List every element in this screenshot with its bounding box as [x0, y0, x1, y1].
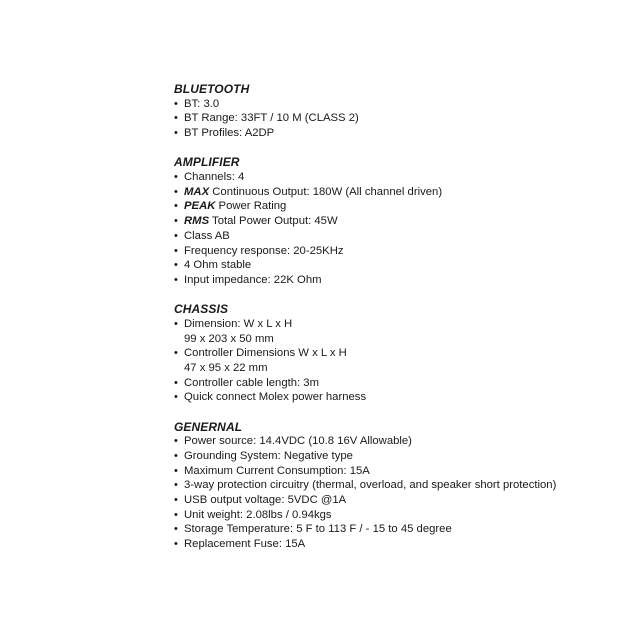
spec-text: Frequency response: 20-25KHz — [184, 244, 344, 257]
spec-emphasis: MAX — [184, 185, 210, 198]
bullet-icon: • — [174, 435, 178, 448]
spec-text: Power source: 14.4VDC (10.8 16V Allowable) — [184, 435, 412, 448]
spec-item — [174, 493, 614, 508]
spec-text: Channels: 4 — [184, 171, 245, 184]
section-bluetooth — [174, 82, 614, 141]
spec-text: BT Range: 33FT / 10 M (CLASS 2) — [184, 112, 359, 125]
bullet-icon: • — [174, 259, 178, 272]
section-title: GENERNAL — [174, 419, 243, 434]
bullet-icon: • — [174, 449, 178, 462]
spec-item — [174, 244, 614, 259]
spec-item — [174, 229, 614, 244]
spec-item — [174, 508, 614, 523]
spec-item — [174, 126, 614, 141]
spec-item — [174, 214, 614, 229]
spec-text: 4 Ohm stable — [184, 259, 252, 272]
spec-subtext: 99 x 203 x 50 mm — [184, 332, 274, 345]
section-general — [174, 420, 614, 552]
section-chassis — [174, 302, 614, 405]
spec-text: Maximum Current Consumption: 15A — [184, 464, 370, 477]
spec-item — [174, 390, 614, 405]
bullet-icon: • — [174, 127, 178, 140]
bullet-icon: • — [174, 464, 178, 477]
spec-emphasis: PEAK — [184, 200, 216, 213]
bullet-icon: • — [174, 347, 178, 360]
spec-emphasis: RMS — [184, 215, 210, 228]
bullet-icon: • — [174, 523, 178, 536]
spec-text: Total Power Output: 45W — [209, 215, 338, 228]
spec-text: USB output voltage: 5VDC @1A — [184, 494, 347, 507]
spec-item — [174, 346, 614, 375]
spec-text: Quick connect Molex power harness — [184, 391, 367, 404]
spec-text: Unit weight: 2.08lbs / 0.94kgs — [184, 508, 332, 521]
spec-item — [174, 273, 614, 288]
bullet-icon: • — [174, 479, 178, 492]
section-title: CHASSIS — [174, 302, 229, 317]
spec-text: Grounding System: Negative type — [184, 449, 353, 462]
spec-item — [174, 434, 614, 449]
spec-list — [174, 434, 614, 552]
spec-item — [174, 537, 614, 552]
spec-list — [174, 317, 614, 405]
spec-text: BT Profiles: A2DP — [184, 127, 275, 140]
spec-item — [174, 376, 614, 391]
bullet-icon: • — [174, 494, 178, 507]
bullet-icon: • — [174, 215, 178, 228]
spec-text: Dimension: W x L x H — [184, 317, 293, 330]
spec-subtext: 47 x 95 x 22 mm — [184, 361, 268, 374]
bullet-icon: • — [174, 273, 178, 286]
spec-item — [174, 522, 614, 537]
section-title: BLUETOOTH — [174, 82, 250, 96]
spec-item — [174, 185, 614, 200]
spec-text: Input impedance: 22K Ohm — [184, 273, 322, 286]
bullet-icon: • — [174, 97, 178, 110]
spec-text: Class AB — [184, 229, 230, 242]
spec-text: Controller cable length: 3m — [184, 376, 320, 389]
spec-item — [174, 199, 614, 214]
bullet-icon: • — [174, 171, 178, 184]
section-amplifier — [174, 155, 614, 287]
bullet-icon: • — [174, 317, 178, 330]
bullet-icon: • — [174, 391, 178, 404]
spec-item — [174, 111, 614, 126]
spec-item — [174, 449, 614, 464]
spec-list — [174, 170, 614, 288]
spec-text: Storage Temperature: 5 F to 113 F / - 15 to 45 degree — [184, 523, 452, 536]
bullet-icon: • — [174, 244, 178, 257]
spec-sheet — [174, 82, 614, 566]
spec-item — [174, 258, 614, 273]
spec-item — [174, 97, 614, 112]
spec-text: Replacement Fuse: 15A — [184, 538, 306, 551]
bullet-icon: • — [174, 538, 178, 551]
spec-text: 3-way protection circuitry (thermal, overload, and speaker short protection) — [184, 479, 557, 492]
spec-item — [174, 478, 614, 493]
spec-list — [174, 97, 614, 141]
spec-item — [174, 170, 614, 185]
bullet-icon: • — [174, 112, 178, 125]
bullet-icon: • — [174, 376, 178, 389]
bullet-icon: • — [174, 508, 178, 521]
spec-item — [174, 317, 614, 346]
bullet-icon: • — [174, 185, 178, 198]
spec-item — [174, 464, 614, 479]
spec-text: BT: 3.0 — [184, 97, 220, 110]
section-title: AMPLIFIER — [174, 155, 240, 170]
bullet-icon: • — [174, 229, 178, 242]
bullet-icon: • — [174, 200, 178, 213]
spec-text: Controller Dimensions W x L x H — [184, 347, 347, 360]
spec-text: Continuous Output: 180W (All channel driven) — [209, 185, 443, 198]
spec-text: Power Rating — [215, 200, 287, 213]
